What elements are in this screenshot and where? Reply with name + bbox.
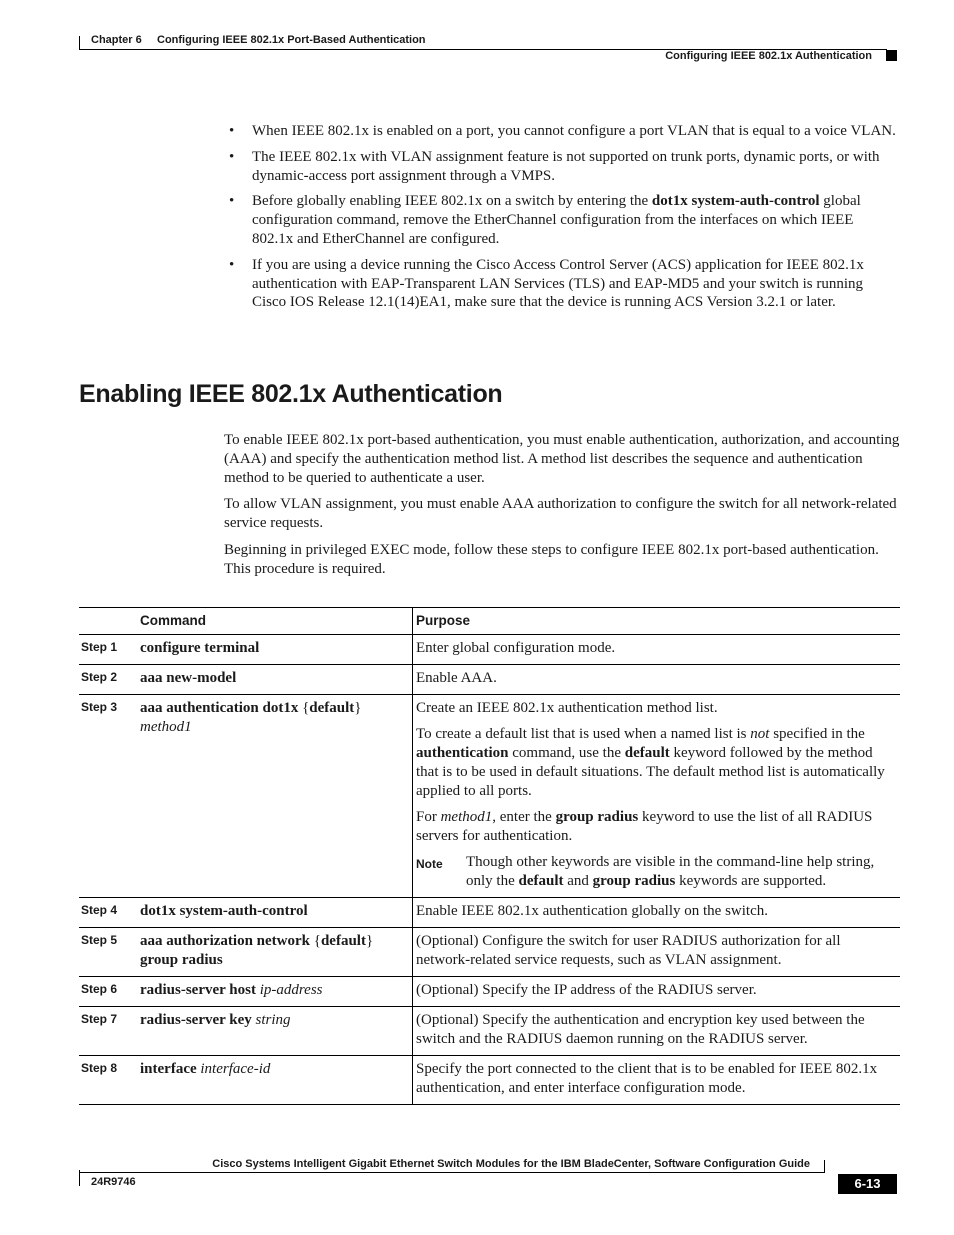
text-run: If you are using a device running the Cisco Access Control Server (ACS) application for IEEE 802.1x authentication with EAP-Transparent LAN Services (TLS) and EAP-MD5 and your switch is running Cisco IOS Release 12.1(14)EA1, make sure that the device is running ACS Version 3.2.1 or later. — [252, 256, 864, 311]
table-row — [79, 664, 900, 694]
table-row — [79, 694, 900, 897]
argument-text: method1 — [140, 719, 192, 735]
text-run: Though other keywords are visible in the command-line help string, only the — [466, 854, 875, 889]
text-run: keywords are supported. — [675, 873, 827, 889]
keyword-text: dot1x system-auth-control — [140, 903, 308, 919]
keyword-text: configure terminal — [140, 640, 260, 656]
step-label: Step 5 — [81, 933, 118, 947]
bullet-item — [229, 148, 897, 186]
keyword-text: default — [518, 873, 564, 889]
note-box — [416, 853, 897, 891]
table-body — [79, 634, 900, 1105]
step-label: Step 8 — [81, 1061, 118, 1075]
keyword-text: authentication — [416, 745, 509, 761]
text-run: } — [365, 933, 374, 949]
keyword-text: aaa new-model — [140, 670, 237, 686]
text-run: (Optional) Specify the authentication and encryption key used between the switch and the RADIUS daemon running on the RADIUS server. — [416, 1012, 865, 1047]
footer-rule — [79, 1172, 825, 1173]
text-run: When IEEE 802.1x is enabled on a port, you cannot configure a port VLAN that is equal to a voice VLAN. — [252, 123, 896, 139]
footer-doc-number: 24R9746 — [91, 1176, 136, 1188]
text-run: The IEEE 802.1x with VLAN assignment feature is not supported on trunk ports, dynamic ports, or with dynamic-access port assignment through a VMPS. — [252, 148, 880, 184]
keyword-text: group radius — [592, 873, 676, 889]
purpose-cell — [412, 1056, 900, 1104]
purpose-cell — [412, 665, 900, 694]
header-marker-block — [886, 50, 897, 61]
purpose-cell — [412, 898, 900, 927]
step-label: Step 3 — [81, 700, 118, 714]
keyword-text: group radius — [555, 809, 639, 825]
purpose-paragraph — [416, 808, 897, 846]
text-run: Specify the port connected to the client that is to be enabled for IEEE 802.1x authentication, and enter interface configuration mode. — [416, 1061, 878, 1096]
keyword-text: aaa authentication dot1x — [140, 700, 299, 716]
table-row — [79, 976, 900, 1006]
note-text — [466, 853, 897, 891]
text-run: For — [416, 809, 441, 825]
text-run: specified in the — [769, 726, 865, 742]
bullet-item — [229, 192, 897, 248]
purpose-paragraph — [416, 981, 897, 1000]
restrictions-list — [229, 122, 897, 319]
text-run: keyword to use the list of all RADIUS servers for authentication. — [416, 809, 873, 844]
column-header-command: Command — [140, 613, 207, 628]
keyword-text: aaa authorization network — [140, 933, 310, 949]
header-chapter-title: Configuring IEEE 802.1x Port-Based Authentication — [157, 34, 426, 46]
text-run: Enable AAA. — [416, 670, 497, 686]
page-number: 6-13 — [838, 1174, 897, 1194]
intro-paragraph: Beginning in privileged EXEC mode, follow these steps to configure IEEE 802.1x port-based authentication. This procedure is required. — [224, 541, 879, 577]
footer-book-title: Cisco Systems Intelligent Gigabit Ethernet Switch Modules for the IBM BladeCenter, Software Configuration Guide — [212, 1158, 810, 1170]
table-row — [79, 897, 900, 927]
text-run: and — [563, 873, 593, 889]
text-run: Create an IEEE 802.1x authentication method list. — [416, 700, 718, 716]
table-header-row — [79, 607, 900, 634]
purpose-paragraph — [416, 1060, 897, 1098]
command-cell — [137, 695, 412, 897]
intro-paragraph: To allow VLAN assignment, you must enable AAA authorization to configure the switch for all network-related service requests. — [224, 496, 897, 532]
procedure-table — [79, 607, 900, 1105]
command-cell — [137, 665, 412, 694]
intro-text — [224, 431, 900, 587]
command-cell — [137, 635, 412, 664]
section-heading: Enabling IEEE 802.1x Authentication — [79, 380, 503, 408]
step-label: Step 1 — [81, 640, 118, 654]
purpose-paragraph — [416, 725, 897, 801]
text-run: command, use the — [508, 745, 625, 761]
text-run: , enter the — [492, 809, 556, 825]
purpose-cell — [412, 977, 900, 1006]
bullet-marker: • — [229, 256, 235, 273]
bullet-item — [229, 122, 897, 141]
purpose-cell — [412, 635, 900, 664]
purpose-cell — [412, 695, 900, 897]
argument-text: string — [255, 1012, 291, 1028]
purpose-cell — [412, 1007, 900, 1055]
purpose-paragraph — [416, 699, 897, 718]
purpose-paragraph — [416, 902, 897, 921]
intro-paragraph: To enable IEEE 802.1x port-based authentication, you must enable authentication, authorization, and accounting (AAA) and specify the authentication method list. A method list describes the sequence and authentication method to be queried to authenticate a user. — [224, 432, 900, 486]
command-cell — [137, 977, 412, 1006]
text-run: Before globally enabling IEEE 802.1x on a switch by entering the — [252, 193, 652, 210]
header-chapter: Chapter 6 — [91, 34, 142, 46]
bullet-marker: • — [229, 123, 235, 139]
text-run: keyword followed by the method that is to be used in default situations. The default method list is automatically applied to all ports. — [416, 745, 885, 799]
purpose-paragraph — [416, 932, 897, 970]
table-row — [79, 1055, 900, 1105]
table-row — [79, 1006, 900, 1055]
bullet-item — [229, 256, 897, 312]
keyword-text: default — [309, 700, 355, 716]
step-label: Step 4 — [81, 903, 118, 917]
text-run: { — [298, 700, 310, 716]
text-run: Enter global configuration mode. — [416, 640, 616, 656]
note-label: Note — [416, 857, 443, 871]
command-cell — [137, 928, 412, 976]
step-label: Step 7 — [81, 1012, 118, 1026]
argument-text: ip-address — [259, 982, 323, 998]
keyword-text: radius-server host — [140, 982, 256, 998]
argument-text: method1 — [440, 809, 493, 825]
keyword-text: interface — [140, 1061, 197, 1077]
keyword-text: radius-server key — [140, 1012, 252, 1028]
text-run: { — [310, 933, 321, 949]
column-header-purpose: Purpose — [412, 608, 900, 634]
argument-text: not — [750, 726, 770, 742]
table-row — [79, 927, 900, 976]
purpose-paragraph — [416, 639, 897, 658]
keyword-text: dot1x system-auth-control — [651, 193, 820, 210]
table-row — [79, 634, 900, 664]
text-run: To create a default list that is used when a named list is — [416, 726, 751, 742]
command-cell — [137, 1056, 412, 1104]
header-section-title: Configuring IEEE 802.1x Authentication — [665, 50, 872, 62]
text-run: } — [354, 700, 362, 716]
keyword-text: default — [624, 745, 670, 761]
bullet-marker: • — [229, 193, 235, 210]
purpose-paragraph — [416, 669, 897, 688]
header-rule-vertical — [79, 36, 80, 50]
keyword-text: group radius — [140, 952, 223, 968]
command-cell — [137, 1007, 412, 1055]
purpose-paragraph — [416, 1011, 897, 1049]
step-label: Step 2 — [81, 670, 118, 684]
text-run: global configuration command, remove the EtherChannel configuration from the interfaces on which IEEE 802.1x and EtherChannel are configured. — [252, 193, 861, 247]
command-cell — [137, 898, 412, 927]
purpose-cell — [412, 928, 900, 976]
text-run: (Optional) Specify the IP address of the RADIUS server. — [416, 982, 757, 998]
keyword-text: default — [320, 933, 366, 949]
text-run: (Optional) Configure the switch for user RADIUS authorization for all network-related service requests, such as VLAN assignment. — [416, 933, 841, 968]
step-label: Step 6 — [81, 982, 118, 996]
bullet-marker: • — [229, 148, 235, 165]
text-run: Enable IEEE 802.1x authentication globally on the switch. — [416, 903, 768, 919]
argument-text: interface-id — [200, 1061, 271, 1077]
